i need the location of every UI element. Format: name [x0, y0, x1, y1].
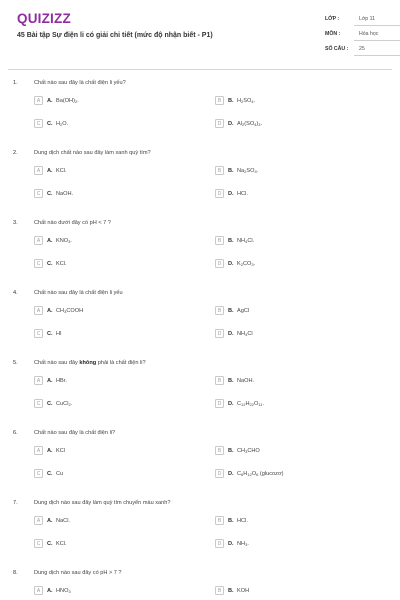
option-value: $C_{12}H_{22}O_{11}$.: [237, 400, 265, 407]
option-label: C.: [47, 120, 53, 127]
option-label: C.: [47, 400, 53, 407]
option-value: $Al_2(SO_4)_3$.: [237, 120, 263, 127]
header-divider: [8, 69, 392, 70]
option-label: A.: [47, 167, 53, 174]
option-value: HCl.: [237, 517, 248, 524]
meta-count-label: SỐ CÂU :: [325, 46, 349, 52]
option-value: $H_2O$.: [56, 120, 69, 127]
question-text: Chất nào dưới đây có pH < 7 ?: [34, 220, 111, 226]
option-value: AgCl: [237, 307, 250, 314]
meta-divider: [354, 40, 400, 41]
option-value: $Ba(OH)_2$.: [56, 97, 79, 104]
option-letter-box[interactable]: C: [34, 399, 43, 408]
question-number: 4.: [13, 290, 18, 296]
question-text: Dung dịch nào sau đây có pH > 7 ?: [34, 570, 122, 576]
question-number: 6.: [13, 430, 18, 436]
question-text: Chất nào sau đây là chất điện li?: [34, 430, 116, 436]
question-item: [0, 500, 400, 570]
question-number: 7.: [13, 500, 18, 506]
question-number: 1.: [13, 80, 18, 86]
option-label: D.: [228, 260, 234, 267]
option-value: KCl: [56, 447, 66, 454]
option-letter-box[interactable]: C: [34, 469, 43, 478]
option-label: C.: [47, 260, 53, 267]
option-letter-box[interactable]: B: [215, 586, 224, 595]
option-value: NaOH.: [237, 377, 255, 384]
option-letter-box[interactable]: C: [34, 189, 43, 198]
option-letter-box[interactable]: A: [34, 446, 43, 455]
meta-class-value: Lớp 11: [359, 16, 375, 22]
option-value: $NH_3$.: [237, 540, 249, 547]
meta-count-value: 25: [359, 46, 365, 52]
question-text: Chất nào sau đây không phải là chất điện li?: [34, 360, 146, 366]
quizizz-logo: QUIZIZZ: [17, 11, 71, 26]
option-letter-box[interactable]: C: [34, 539, 43, 548]
meta-divider: [354, 55, 400, 56]
question-item: [0, 360, 400, 430]
option-letter-box[interactable]: C: [34, 259, 43, 268]
option-value: HBr.: [56, 377, 67, 384]
option-label: C.: [47, 190, 53, 197]
question-text: Dung dịch chất nào sau đây làm xanh quỳ tím?: [34, 150, 151, 156]
document-header: [0, 0, 400, 70]
option-letter-box[interactable]: A: [34, 376, 43, 385]
option-label: C.: [47, 330, 53, 337]
option-value: KCl.: [56, 260, 67, 267]
option-value: Cu: [56, 470, 64, 477]
option-value: $NH_4Cl$.: [237, 237, 255, 244]
option-label: B.: [228, 167, 234, 174]
option-value: $H_2SO_4$.: [237, 97, 256, 104]
option-value: CuCl$_2$.: [56, 400, 73, 407]
option-letter-box[interactable]: C: [34, 119, 43, 128]
option-letter-box[interactable]: D: [215, 399, 224, 408]
option-label: D.: [228, 470, 234, 477]
option-label: A.: [47, 237, 53, 244]
option-label: C.: [47, 470, 53, 477]
option-label: D.: [228, 330, 234, 337]
option-value: KCl.: [56, 167, 67, 174]
option-label: B.: [228, 307, 234, 314]
option-letter-box[interactable]: A: [34, 236, 43, 245]
option-label: A.: [47, 517, 53, 524]
question-item: [0, 80, 400, 150]
option-label: D.: [228, 400, 234, 407]
option-letter-box[interactable]: A: [34, 516, 43, 525]
option-label: B.: [228, 517, 234, 524]
meta-divider: [354, 25, 400, 26]
question-number: 3.: [13, 220, 18, 226]
question-number: 8.: [13, 570, 18, 576]
question-number: 5.: [13, 360, 18, 366]
option-label: D.: [228, 120, 234, 127]
question-text: Chất nào sau đây là chất điện li yếu: [34, 290, 123, 296]
option-letter-box[interactable]: D: [215, 259, 224, 268]
option-letter-box[interactable]: A: [34, 306, 43, 315]
option-letter-box[interactable]: D: [215, 539, 224, 548]
meta-subject-value: Hóa học: [359, 31, 379, 37]
option-value: $NH_4Cl$: [237, 330, 253, 337]
option-label: B.: [228, 587, 234, 594]
option-label: A.: [47, 377, 53, 384]
option-letter-box[interactable]: B: [215, 96, 224, 105]
option-letter-box[interactable]: A: [34, 96, 43, 105]
question-item: [0, 290, 400, 360]
option-label: B.: [228, 447, 234, 454]
option-value: $Na_2SO_4$.: [237, 167, 259, 174]
option-label: A.: [47, 307, 53, 314]
question-item: [0, 150, 400, 220]
option-letter-box[interactable]: D: [215, 469, 224, 478]
option-value: $C_6H_{12}O_6$ (glucozơ): [237, 470, 284, 477]
option-letter-box[interactable]: D: [215, 189, 224, 198]
option-value: KCl.: [56, 540, 67, 547]
question-text: Chất nào sau đây là chất điện li yếu?: [34, 80, 126, 86]
question-item: [0, 220, 400, 290]
option-letter-box[interactable]: D: [215, 329, 224, 338]
option-value: $KNO_3$.: [56, 237, 72, 244]
option-letter-box[interactable]: B: [215, 166, 224, 175]
option-value: $K_2CO_3$.: [237, 260, 256, 267]
option-label: A.: [47, 447, 53, 454]
option-letter-box[interactable]: D: [215, 119, 224, 128]
document-title: 45 Bài tập Sự điện li có giải chi tiết (mức độ nhận biết - P1): [17, 32, 213, 39]
option-letter-box[interactable]: C: [34, 329, 43, 338]
meta-subject-label: MÔN :: [325, 31, 341, 37]
meta-class-label: LỚP :: [325, 16, 340, 22]
option-label: B.: [228, 377, 234, 384]
option-label: B.: [228, 97, 234, 104]
option-label: A.: [47, 97, 53, 104]
option-value: HI: [56, 330, 62, 337]
option-value: NaOH.: [56, 190, 74, 197]
question-number: 2.: [13, 150, 18, 156]
question-item: [0, 430, 400, 500]
option-value: NaCl.: [56, 517, 70, 524]
option-label: B.: [228, 237, 234, 244]
option-value: $HNO_3$: [56, 587, 71, 594]
question-item: [0, 570, 400, 600]
option-label: D.: [228, 540, 234, 547]
option-letter-box[interactable]: B: [215, 306, 224, 315]
option-value: HCl.: [237, 190, 248, 197]
option-letter-box[interactable]: A: [34, 586, 43, 595]
option-label: A.: [47, 587, 53, 594]
option-value: $CH_3CHO$: [237, 447, 260, 454]
option-letter-box[interactable]: A: [34, 166, 43, 175]
option-letter-box[interactable]: B: [215, 376, 224, 385]
option-label: D.: [228, 190, 234, 197]
option-value: KOH: [237, 587, 250, 594]
option-letter-box[interactable]: B: [215, 516, 224, 525]
option-letter-box[interactable]: B: [215, 446, 224, 455]
option-value: $CH_3COOH$: [56, 307, 84, 314]
question-text: Dung dịch nào sau đây làm quỳ tím chuyển màu xanh?: [34, 500, 171, 506]
option-letter-box[interactable]: B: [215, 236, 224, 245]
option-label: C.: [47, 540, 53, 547]
